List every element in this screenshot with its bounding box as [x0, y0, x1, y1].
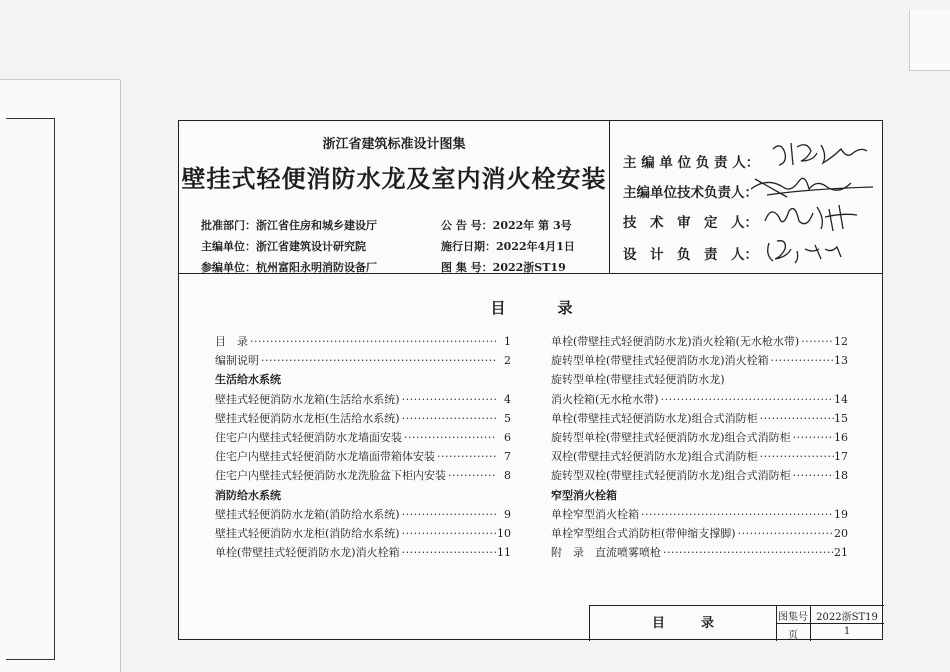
toc-entry	[551, 543, 848, 562]
footer-row-divider	[776, 623, 884, 624]
page-label: 页	[788, 630, 798, 641]
toc-leader-dots	[259, 351, 497, 370]
toc-entry	[215, 409, 511, 428]
toc-right-column	[551, 332, 848, 562]
title-block-divider	[179, 273, 882, 274]
signature-3	[759, 199, 869, 235]
toc-entry-title: 壁挂式轻便消防水龙柜(生活给水系统)	[215, 411, 400, 425]
toc-section-heading	[215, 370, 511, 389]
toc-page-number: 19	[834, 507, 848, 521]
toc-entry	[215, 428, 511, 447]
atlas-number-value: 2022浙ST19	[816, 612, 878, 623]
toc-entry	[215, 351, 511, 370]
resp-technical-reviewer: 技 术 审 定 人：	[623, 215, 758, 231]
toc-entry-title: 单栓(带壁挂式轻便消防水龙)消火栓箱	[215, 546, 400, 560]
toc-entry-title: 壁挂式轻便消防水龙柜(消防给水系统)	[215, 526, 400, 540]
toc-page-number: 20	[834, 526, 848, 540]
signature-4	[761, 235, 851, 267]
toc-page-number: 18	[834, 469, 848, 483]
toc-page-number: 10	[497, 526, 511, 540]
toc-leader-dots	[799, 332, 834, 351]
toc-page-number: 21	[834, 546, 848, 560]
toc-entry-title: 窄型消火栓箱	[551, 488, 617, 502]
toc-entry-title: 壁挂式轻便消防水龙箱(消防给水系统)	[215, 507, 400, 521]
info-co-editor: 参编单位：杭州富阳永明消防设备厂	[201, 261, 377, 274]
toc-entry-title: 旋转型单栓(带壁挂式轻便消防水龙)组合式消防柜	[551, 430, 791, 444]
toc-leader-dots	[661, 543, 834, 562]
toc-entry	[551, 505, 848, 524]
toc-page-number: 13	[834, 354, 848, 368]
toc-page-number: 12	[834, 335, 848, 348]
toc-entry	[551, 390, 848, 409]
drawing-sheet	[178, 120, 883, 640]
toc-leader-dots	[639, 505, 834, 524]
toc-page-number: 7	[504, 450, 511, 464]
toc-page-number: 1	[504, 335, 511, 348]
toc-entry	[551, 409, 848, 428]
toc-page-number: 11	[497, 546, 511, 560]
previous-page-frame	[6, 118, 55, 660]
toc-entry-title: 单栓(带壁挂式轻便消防水龙)组合式消防柜	[551, 411, 758, 425]
toc-page-number: 2	[504, 354, 511, 368]
resp-chief-unit-head: 主 编 单 位 负 责 人：	[623, 155, 760, 171]
toc-section-heading	[551, 486, 848, 505]
toc-entry	[215, 390, 511, 409]
toc-entry	[551, 428, 848, 447]
toc-page-number: 15	[834, 411, 848, 425]
toc-entry	[551, 351, 848, 370]
toc-entry	[551, 524, 848, 543]
toc-entry-title: 住宅户内壁挂式轻便消防水龙洗脸盆下柜内安装	[215, 469, 446, 483]
toc-entry-title: 旋转型双栓(带壁挂式轻便消防水龙)组合式消防柜	[551, 469, 791, 483]
resp-design-head: 设 计 负 责 人：	[623, 247, 758, 263]
toc-leader-dots	[402, 428, 497, 447]
toc-entry-title: 住宅户内壁挂式轻便消防水龙墙面安装	[215, 430, 402, 444]
toc-left-column	[215, 332, 511, 562]
toc-entry	[215, 447, 511, 466]
toc-entry-title: 旋转型单栓(带壁挂式轻便消防水龙)消火栓箱	[551, 354, 769, 368]
footer-drawing-name: 目 录	[651, 616, 715, 631]
toc-leader-dots	[435, 447, 497, 466]
toc-entry-title: 双栓(带壁挂式轻便消防水龙)组合式消防柜	[551, 450, 758, 464]
toc-leader-dots	[758, 409, 834, 428]
toc-page-number: 5	[504, 411, 511, 425]
toc-entry-title: 住宅户内壁挂式轻便消防水龙墙面带箱体安装	[215, 450, 435, 464]
info-atlas-number: 图 集 号：2022浙ST19	[441, 261, 566, 274]
toc-entry-title: 壁挂式轻便消防水龙箱(生活给水系统)	[215, 392, 400, 406]
toc-page-number: 9	[504, 507, 511, 521]
signature-2	[747, 169, 877, 199]
toc-entry-title: 目 录	[215, 335, 248, 348]
footer-title-block	[589, 605, 884, 641]
page-number: 1	[843, 626, 851, 637]
toc-entry-title: 附 录 直流喷雾喷枪	[551, 546, 661, 560]
atlas-title: 壁挂式轻便消防水龙及室内消火栓安装	[181, 164, 607, 193]
toc-entry	[551, 466, 848, 485]
toc-entry	[551, 447, 848, 466]
toc-leader-dots	[791, 428, 834, 447]
toc-entry	[215, 543, 511, 562]
toc-entry-title: 消火栓箱(无水枪水带)	[551, 392, 659, 406]
toc-section-heading	[215, 486, 511, 505]
toc-entry	[215, 332, 511, 351]
toc-entry-title: 消防给水系统	[215, 488, 281, 502]
toc-entry-title: 生活给水系统	[215, 373, 281, 387]
info-chief-editor: 主编单位：浙江省建筑设计研究院	[201, 240, 366, 253]
toc-leader-dots	[736, 524, 834, 543]
resp-technical-head: 主编单位技术负责人：	[623, 185, 758, 201]
background-previous-page	[0, 80, 121, 672]
toc-heading: 目 录	[490, 299, 573, 317]
toc-leader-dots	[769, 351, 834, 370]
info-effective-date: 施行日期：2022年4月1日	[441, 240, 575, 253]
toc-leader-dots	[248, 332, 497, 351]
toc-leader-dots	[791, 466, 834, 485]
toc-leader-dots	[400, 409, 497, 428]
toc-entry-title: 单栓窄型组合式消防柜(带伸缩支撑脚)	[551, 526, 736, 540]
toc-leader-dots	[400, 524, 497, 543]
toc-entry	[551, 370, 848, 389]
toc-page-number: 17	[834, 450, 848, 464]
toc-page-number: 14	[834, 392, 848, 406]
toc-leader-dots	[400, 505, 497, 524]
toc-page-number: 16	[834, 430, 848, 444]
toc-page-number: 4	[504, 392, 511, 406]
toc-entry	[215, 524, 511, 543]
toc-page-number: 8	[504, 469, 511, 483]
series-name: 浙江省建筑标准设计图集	[322, 137, 466, 152]
atlas-number-label: 图集号	[778, 612, 808, 623]
toc-entry	[215, 505, 511, 524]
background-next-page	[909, 10, 950, 71]
responsibility-block	[609, 121, 882, 273]
signature-1	[767, 135, 877, 171]
toc-entry-title: 编制说明	[215, 354, 259, 368]
toc-leader-dots	[659, 390, 834, 409]
toc-entry-title: 单栓(带壁挂式轻便消防水龙)消火栓箱(无水枪水带)	[551, 335, 800, 348]
toc-leader-dots	[400, 390, 497, 409]
toc-page-number: 6	[504, 430, 511, 444]
toc-leader-dots	[400, 543, 497, 562]
info-approval: 批准部门：浙江省住房和城乡建设厅	[201, 219, 377, 232]
toc-leader-dots	[758, 447, 834, 466]
toc-entry-title: 旋转型单栓(带壁挂式轻便消防水龙)	[551, 373, 725, 387]
toc-entry	[215, 466, 511, 485]
toc-entry-title: 单栓窄型消火栓箱	[551, 507, 639, 521]
title-block	[179, 121, 610, 273]
info-notice-number: 公 告 号：2022年 第 3号	[441, 219, 572, 232]
toc-leader-dots	[446, 466, 497, 485]
toc-entry	[551, 332, 848, 351]
